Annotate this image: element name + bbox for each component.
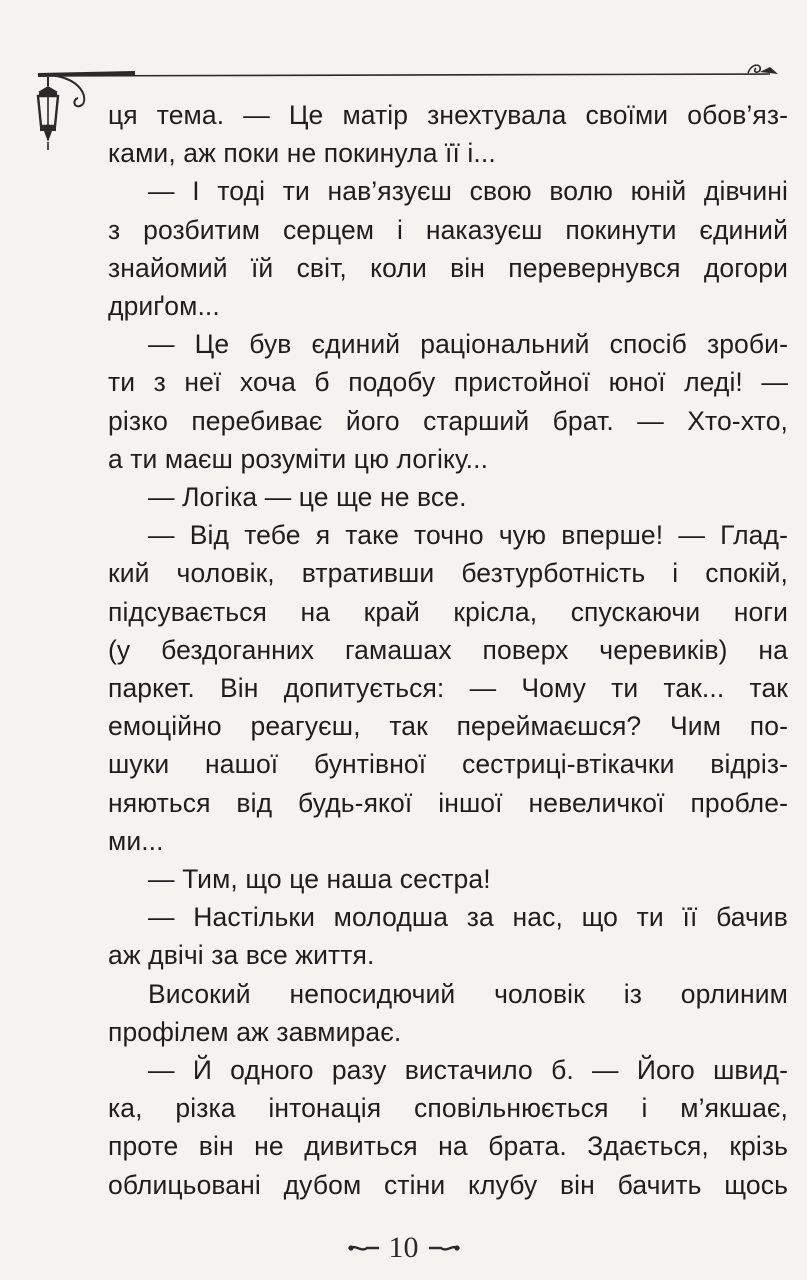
body-text (108, 96, 788, 1204)
text-line: — Настільки молодша за нас, що ти її бачив (148, 902, 788, 933)
flourish-icon (748, 65, 778, 74)
text-line: — І тоді ти нав’язуєш свою волю юній дівчині (148, 176, 788, 207)
text-line: кий чоловік, втративши безтурботність і спокій, (108, 558, 788, 589)
text-line: ками, аж поки не покинула її і... (108, 138, 496, 169)
text-line: няються від будь-якої іншої невеличкої пробле- (108, 787, 788, 818)
text-line: ми... (108, 825, 164, 856)
text-line: емоційно реагуєш, так переймаєшся? Чим по- (108, 711, 788, 742)
text-line: — Це був єдиний раціональний спосіб зроби- (148, 329, 788, 360)
text-line: паркет. Він допитується: — Чому ти так... так (108, 673, 788, 704)
text-line: — Від тебе я таке точно чую вперше! — Глад- (148, 520, 788, 551)
text-line: проте він не дивиться на брата. Здається, крізь (108, 1131, 788, 1162)
text-line: ка, різка інтонація сповільнюється і м’якшає, (108, 1093, 788, 1124)
text-line: шуки нашої бунтівної сестриці-втікачки відріз- (108, 749, 788, 780)
text-line: підсувається на край крісла, спускаючи ноги (108, 596, 788, 627)
page-number: 10 (388, 1231, 419, 1264)
text-line: — Й одного разу вистачило б. — Його швид- (148, 1055, 788, 1086)
text-line: а ти маєш розуміти цю логіку... (108, 443, 489, 474)
left-flourish-icon (347, 1241, 381, 1255)
page-footer (0, 1230, 807, 1266)
text-line: — Логіка — це ще не все. (148, 482, 467, 513)
text-line: Високий непосидючий чоловік із орлиним (148, 978, 788, 1009)
right-flourish-icon (427, 1241, 461, 1255)
text-line: облицьовані дубом стіни клубу він бачить щось (108, 1169, 788, 1200)
text-line: — Тим, що це наша сестра! (148, 864, 491, 895)
text-line: різко перебиває його старший брат. — Хто-хто, (108, 405, 788, 436)
text-line: знайомий їй світ, коли він перевернувся догори (108, 252, 788, 283)
text-line: ти з неї хоча б подобу пристойної юної леді! — (108, 367, 788, 398)
text-line: профілем аж завмирає. (108, 1016, 402, 1047)
text-line: аж двічі за все життя. (108, 940, 375, 971)
header-rule-line (38, 74, 770, 76)
text-line: дриґом... (108, 291, 220, 322)
text-line: (у бездоганних гамашах поверх черевиків) на (108, 634, 788, 665)
text-line: з розбитим серцем і наказуєш покинути єдиний (108, 214, 788, 245)
lantern-icon (38, 75, 84, 150)
text-line: ця тема. — Це матір знехтувала своїми обов’яз- (108, 100, 788, 130)
